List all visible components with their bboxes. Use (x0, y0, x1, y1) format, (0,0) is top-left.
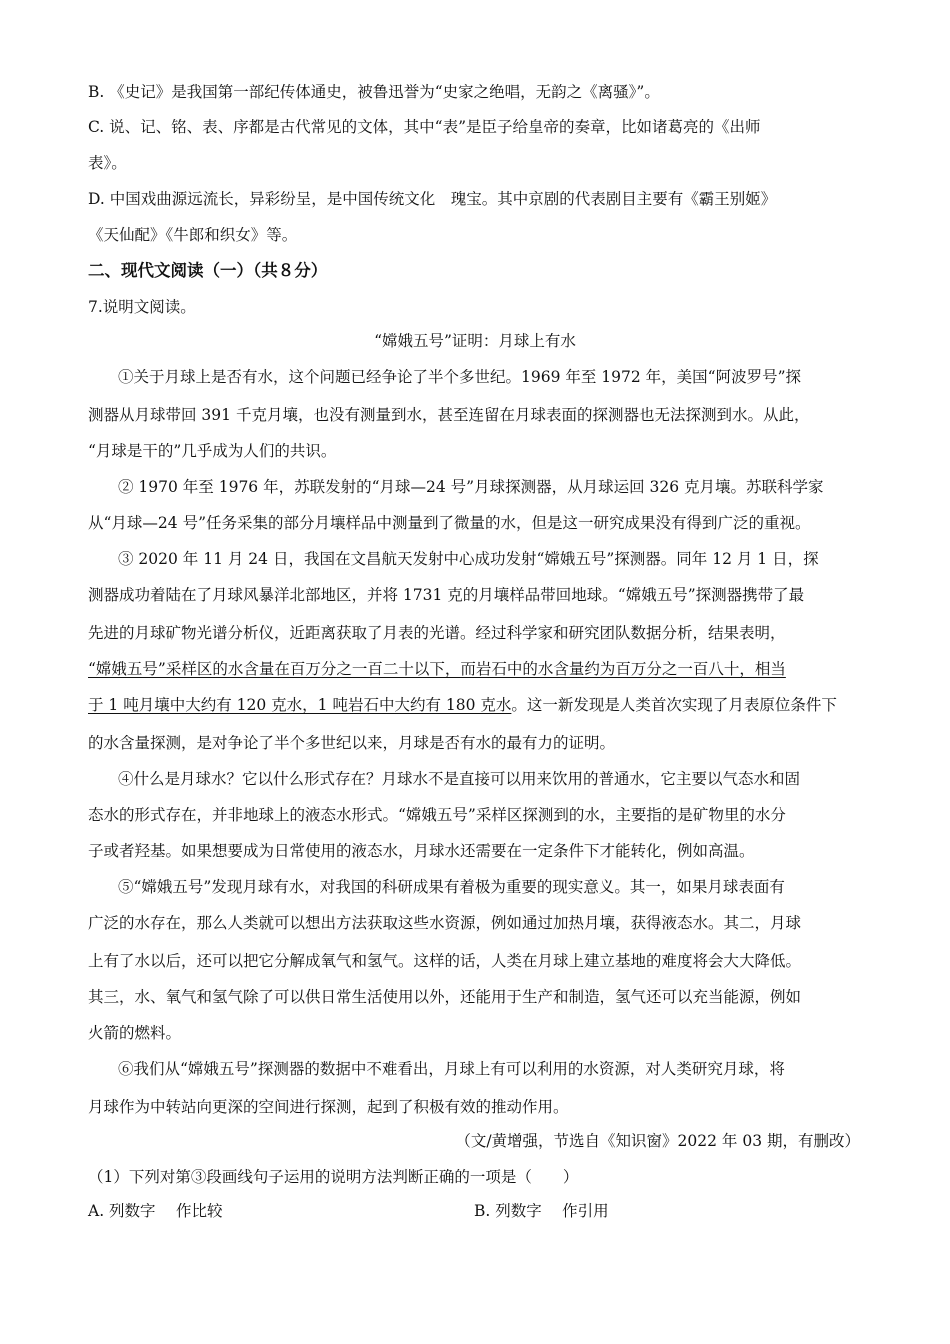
paragraph-2-line: 从“月球—24 号”任务采集的部分月壤样品中测量到了微量的水，但是这一研究成果没有得到广泛的重视。 (88, 514, 811, 532)
option-d-line-2: 《天仙配》《牛郎和织女》等。 (88, 226, 298, 244)
option-c-line-2: 表》。 (88, 154, 127, 172)
paragraph-3-line: 的水含量探测，是对争论了半个多世纪以来，月球是否有水的最有力的证明。 (88, 734, 616, 752)
paragraph-3-line: 测器成功着陆在了月球风暴洋北部地区，并将 1731 克的月壤样品带回地球。“嫦娥五号”探测器携带了最 (88, 586, 805, 604)
paragraph-4-line: 态水的形式存在，并非地球上的液态水形式。“嫦娥五号”采样区探测到的水，主要指的是矿物里的水分 (88, 806, 786, 824)
paragraph-4-line: ④什么是月球水？它以什么形式存在？月球水不是直接可以用来饮用的普通水，它主要以气态水和固 (118, 770, 801, 788)
paragraph-5-line: 上有了水以后，还可以把它分解成氧气和氢气。这样的话，人类在月球上建立基地的难度将会大大降低。 (88, 952, 802, 970)
choice-a: A. 列数字 作比较 (88, 1202, 223, 1220)
paragraph-1-line: 测器从月球带回 391 千克月壤，也没有测量到水，甚至连留在月球表面的探测器也无法探测到水。从此， (88, 406, 810, 424)
paragraph-3-line-5 (88, 694, 837, 716)
question-number: 7.说明文阅读。 (88, 298, 196, 316)
sub-question: （1）下列对第③段画线句子运用的说明方法判断正确的一项是（ ） (88, 1168, 579, 1186)
paragraph-3-line-5-rest: 。这一新发现是人类首次实现了月表原位条件下 (511, 696, 837, 714)
option-d-line-1: D. 中国戏曲源远流长，异彩纷呈，是中国传统文化 瑰宝。其中京剧的代表剧目主要有《霸王别姬》 (88, 190, 777, 208)
article-source: （文/黄增强，节选自《知识窗》2022 年 03 期，有删改） (455, 1132, 860, 1150)
choice-b: B. 列数字 作引用 (474, 1202, 609, 1220)
option-c-line-1: C. 说、记、铭、表、序都是古代常见的文体，其中“表”是臣子给皇帝的奏章，比如诸葛亮的《出师 (88, 118, 761, 136)
paragraph-1-line: “月球是干的”几乎成为人们的共识。 (88, 442, 337, 460)
underlined-sentence-line-2: 于 1 吨月壤中大约有 120 克水，1 吨岩石中大约有 180 克水 (88, 696, 512, 714)
underlined-sentence-line-1: “嫦娥五号”采样区的水含量在百万分之一百二十以下，而岩石中的水含量约为百万分之一百八十，相当 (88, 660, 786, 678)
paragraph-6-line: 月球作为中转站向更深的空间进行探测，起到了积极有效的推动作用。 (88, 1098, 569, 1116)
paragraph-5-line: 广泛的水存在，那么人类就可以想出方法获取这些水资源，例如通过加热月壤，获得液态水。其二，月球 (88, 914, 802, 932)
article-title: “嫦娥五号”证明：月球上有水 (374, 332, 576, 350)
paragraph-1-line: ①关于月球上是否有水，这个问题已经争论了半个多世纪。1969 年至 1972 年，美国“阿波罗号”探 (118, 368, 802, 386)
paragraph-3-line: 先进的月球矿物光谱分析仪，近距离获取了月表的光谱。经过科学家和研究团队数据分析，结果表明， (88, 624, 786, 642)
paragraph-2-line: ② 1970 年至 1976 年，苏联发射的“月球—24 号”月球探测器，从月球运回 326 克月壤。苏联科学家 (118, 478, 824, 496)
option-b: B. 《史记》是我国第一部纪传体通史，被鲁迅誉为“史家之绝唱，无韵之《离骚》”。 (88, 83, 660, 101)
section-heading: 二、现代文阅读（一）（共８分） (88, 261, 328, 280)
paragraph-6-line: ⑥我们从“嫦娥五号”探测器的数据中不难看出，月球上有可以利用的水资源，对人类研究月球，将 (118, 1060, 785, 1078)
paragraph-3-line: ③ 2020 年 11 月 24 日，我国在文昌航天发射中心成功发射“嫦娥五号”探测器。同年 12 月 1 日，探 (118, 550, 819, 568)
paragraph-5-line: 火箭的燃料。 (88, 1024, 182, 1042)
paragraph-4-line: 子或者羟基。如果想要成为日常使用的液态水，月球水还需要在一定条件下才能转化，例如高温。 (88, 842, 755, 860)
paragraph-5-line: 其三，水、氧气和氢气除了可以供日常生活使用以外，还能用于生产和制造，氢气还可以充当能源，例如 (88, 988, 802, 1006)
paragraph-5-line: ⑤“嫦娥五号”发现月球有水，对我国的科研成果有着极为重要的现实意义。其一，如果月球表面有 (118, 878, 785, 896)
